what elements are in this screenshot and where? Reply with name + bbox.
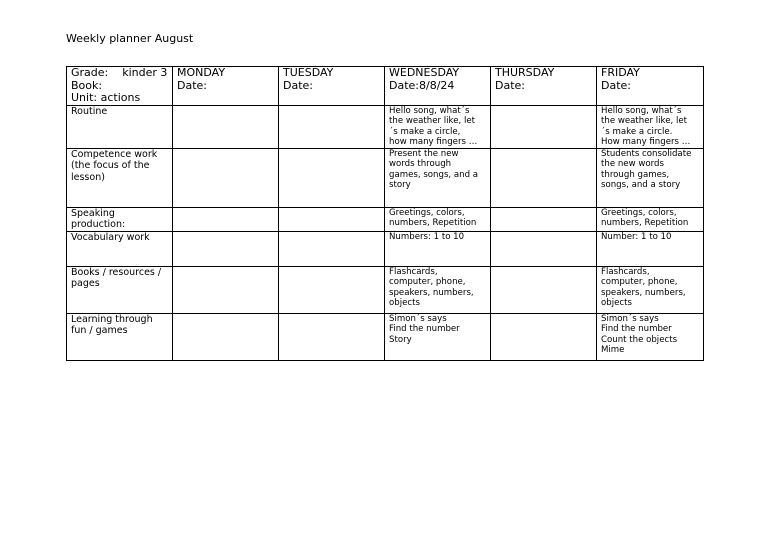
tuesday-cell <box>279 105 385 148</box>
row-label-cell <box>67 266 173 313</box>
cell-line: Flashcards, <box>389 266 438 277</box>
cell-line: Story <box>389 334 412 345</box>
day-header-monday <box>173 67 279 106</box>
wednesday-cell <box>385 313 491 360</box>
cell-line: the new words <box>601 159 664 169</box>
cell-line: Simon´s says <box>601 313 659 324</box>
cell-line: Greetings, colors, <box>389 207 465 218</box>
cell-line: how many fingers … <box>389 137 478 147</box>
row-label-cell <box>67 231 173 266</box>
day-name: TUESDAY <box>283 66 334 79</box>
row-label: Vocabulary work <box>71 231 150 243</box>
monday-cell <box>173 313 279 360</box>
cell-line: the weather like, let <box>601 116 688 126</box>
cell-line: Count the objects <box>601 334 678 345</box>
friday-cell <box>597 207 704 231</box>
day-name: FRIDAY <box>601 66 640 79</box>
grade-value: kinder 3 <box>122 66 168 79</box>
thursday-cell <box>491 313 597 360</box>
cell-line: speakers, numbers, <box>601 287 686 298</box>
grade-book-unit-cell <box>67 67 173 106</box>
cell-line: story <box>389 180 411 190</box>
row-vocabulary-work <box>67 231 704 266</box>
thursday-cell <box>491 266 597 313</box>
cell-line: Find the number <box>601 324 672 334</box>
row-competence-work <box>67 148 704 207</box>
tuesday-cell <box>279 207 385 231</box>
row-label: Speaking <box>71 207 115 219</box>
row-label-cell <box>67 148 173 207</box>
cell-line: the weather like, let <box>389 116 476 126</box>
day-date: Date: <box>495 78 525 92</box>
tuesday-cell <box>279 313 385 360</box>
day-name: MONDAY <box>177 66 226 79</box>
header-row <box>67 67 704 106</box>
friday-cell <box>597 231 704 266</box>
row-books-resources <box>67 266 704 313</box>
wednesday-cell <box>385 266 491 313</box>
monday-cell <box>173 207 279 231</box>
tuesday-cell <box>279 266 385 313</box>
tuesday-cell <box>279 148 385 207</box>
monday-cell <box>173 148 279 207</box>
cell-line: numbers, Repetition <box>389 218 477 228</box>
grade-line <box>71 67 172 80</box>
thursday-cell <box>491 148 597 207</box>
cell-line: Simon´s says <box>389 313 447 324</box>
row-label: Books / resources / <box>71 266 162 278</box>
cell-line: Flashcards, <box>601 266 650 277</box>
cell-line: songs, and a story <box>601 180 681 190</box>
tuesday-cell <box>279 231 385 266</box>
wednesday-cell <box>385 231 491 266</box>
weekly-planner-table <box>66 66 704 361</box>
cell-line: Number: 1 to 10 <box>601 231 672 242</box>
cell-line: computer, phone, <box>601 277 678 287</box>
cell-line: speakers, numbers, <box>389 287 474 298</box>
row-speaking-production <box>67 207 704 231</box>
cell-line: computer, phone, <box>389 277 466 287</box>
row-routine <box>67 105 704 148</box>
day-header-wednesday <box>385 67 491 106</box>
row-label: production: <box>71 219 126 230</box>
thursday-cell <box>491 105 597 148</box>
cell-line: objects <box>601 298 632 308</box>
cell-line: Hello song, what´s <box>389 105 470 116</box>
row-label-cell <box>67 313 173 360</box>
monday-cell <box>173 266 279 313</box>
friday-cell <box>597 266 704 313</box>
row-label: Competence work <box>71 148 158 160</box>
day-name: THURSDAY <box>495 66 555 79</box>
wednesday-cell <box>385 105 491 148</box>
friday-cell <box>597 105 704 148</box>
day-header-tuesday <box>279 67 385 106</box>
book-label: Book: <box>71 78 103 92</box>
row-label: fun / games <box>71 325 128 336</box>
thursday-cell <box>491 207 597 231</box>
row-label-cell <box>67 105 173 148</box>
cell-line: Hello song, what´s <box>601 105 682 116</box>
row-label-cell <box>67 207 173 231</box>
day-header-thursday <box>491 67 597 106</box>
day-name: WEDNESDAY <box>389 66 460 79</box>
cell-line: through games, <box>601 169 670 180</box>
row-label: pages <box>71 278 100 289</box>
cell-line: numbers, Repetition <box>601 218 689 228</box>
row-label: lesson) <box>71 171 105 183</box>
cell-line: How many fingers … <box>601 137 691 147</box>
unit-label: Unit: actions <box>71 91 141 104</box>
wednesday-cell <box>385 148 491 207</box>
row-label: Routine <box>71 105 108 117</box>
monday-cell <box>173 231 279 266</box>
cell-line: ´s make a circle, <box>389 126 461 137</box>
cell-line: games, songs, and a <box>389 169 479 180</box>
cell-line: Students consolidate <box>601 148 692 159</box>
cell-line: Greetings, colors, <box>601 207 677 218</box>
day-header-friday <box>597 67 704 106</box>
monday-cell <box>173 105 279 148</box>
row-label: Learning through <box>71 313 153 325</box>
row-learning-through-fun <box>67 313 704 360</box>
cell-line: Find the number <box>389 324 460 334</box>
day-date: Date:8/8/24 <box>389 78 455 92</box>
day-date: Date: <box>601 78 631 92</box>
wednesday-cell <box>385 207 491 231</box>
thursday-cell <box>491 231 597 266</box>
cell-line: Present the new <box>389 148 459 159</box>
friday-cell <box>597 313 704 360</box>
grade-label: Grade: <box>71 66 109 79</box>
document-title: Weekly planner August <box>66 32 194 45</box>
day-date: Date: <box>283 78 313 92</box>
cell-line: Numbers: 1 to 10 <box>389 231 465 242</box>
friday-cell <box>597 148 704 207</box>
row-label: (the focus of the <box>71 160 150 171</box>
cell-line: objects <box>389 298 420 308</box>
cell-line: Mime <box>601 345 625 355</box>
cell-line: ´s make a circle. <box>601 126 673 137</box>
cell-line: words through <box>389 159 452 169</box>
day-date: Date: <box>177 78 207 92</box>
